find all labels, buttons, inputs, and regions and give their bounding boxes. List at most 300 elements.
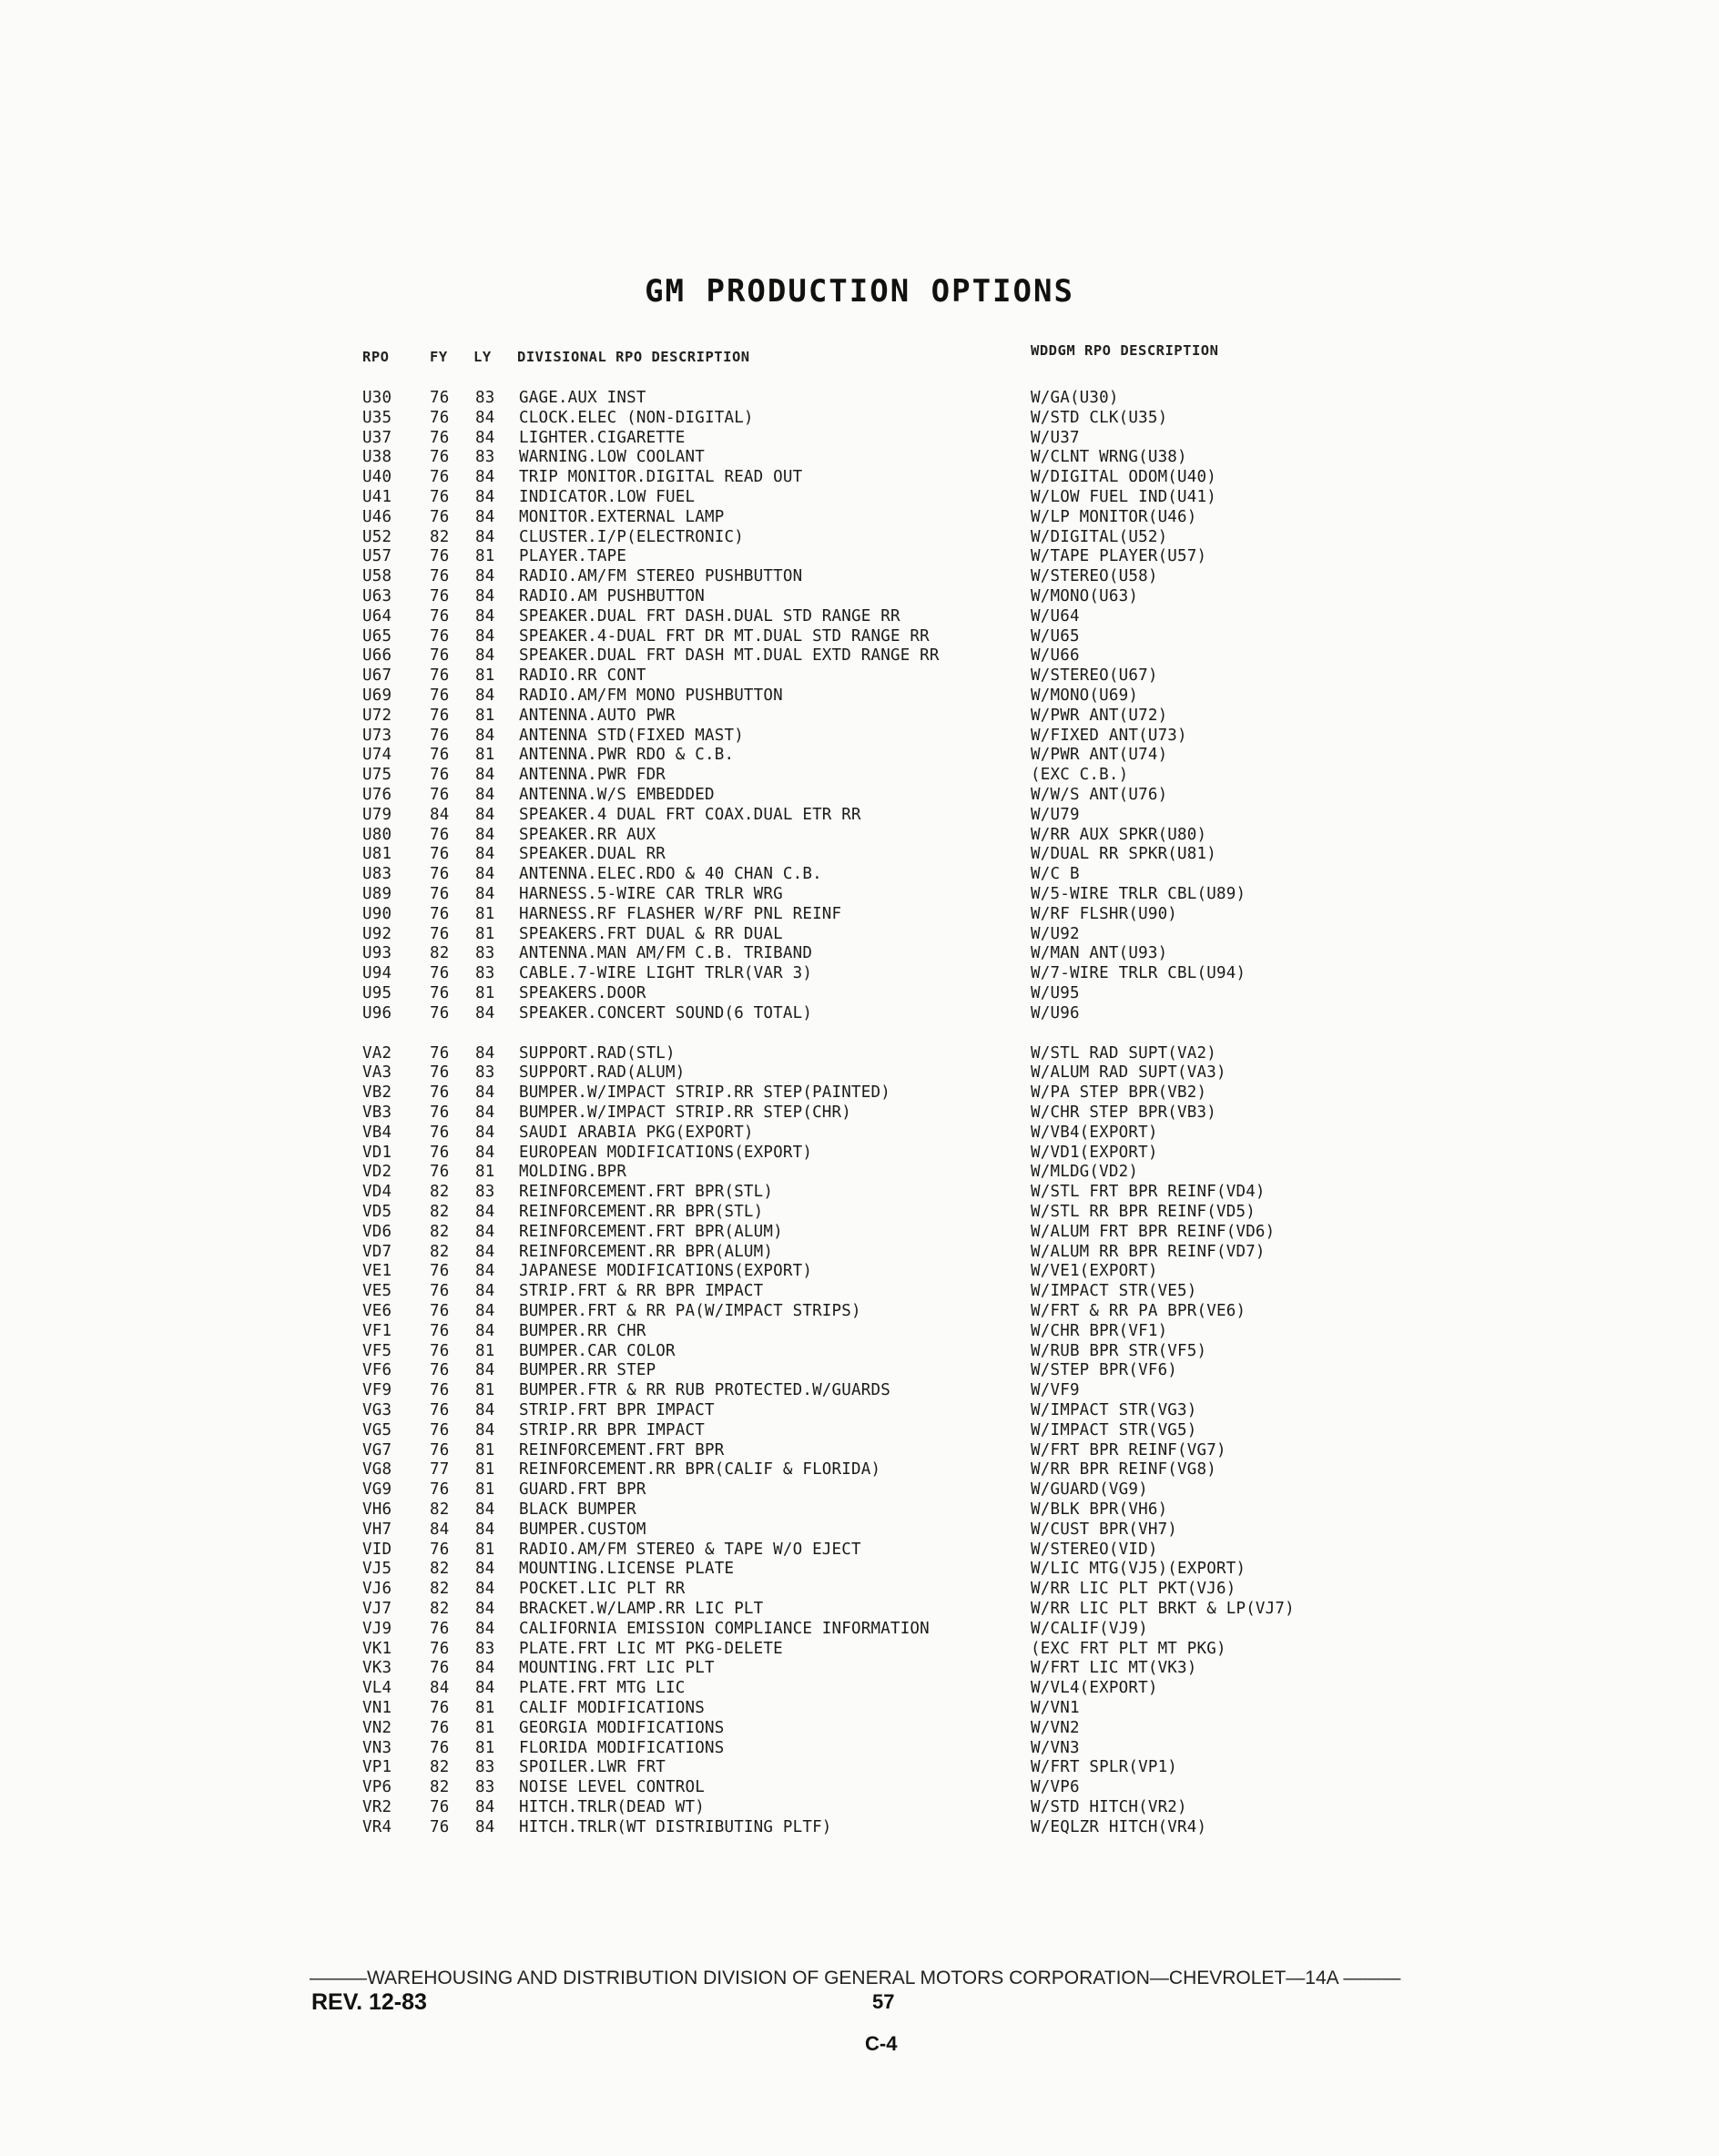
section-number: C-4 <box>865 2032 898 2055</box>
divisional-description: BUMPER.RR CHR <box>519 1321 646 1340</box>
wddgm-description: (EXC C.B.) <box>1031 766 1129 785</box>
wddgm-description: W/STL RAD SUPT(VA2) <box>1031 1043 1216 1063</box>
wddgm-description: W/CLNT WRNG(U38) <box>1031 448 1187 467</box>
table-row <box>0 746 1719 766</box>
rpo-code: VE6 <box>362 1302 392 1320</box>
wddgm-description: W/PWR ANT(U72) <box>1031 706 1168 725</box>
last-year: 84 <box>475 1083 495 1103</box>
first-year: 76 <box>430 786 450 804</box>
rpo-code: VR2 <box>362 1798 392 1816</box>
table-row <box>0 1778 1719 1798</box>
first-year: 82 <box>430 1222 450 1241</box>
last-year: 84 <box>475 408 495 427</box>
first-year: 82 <box>430 1600 450 1618</box>
table-row <box>0 409 1719 429</box>
last-year: 81 <box>475 1480 495 1500</box>
divisional-description: RADIO.RR CONT <box>519 666 646 686</box>
rpo-code: U81 <box>362 845 392 864</box>
first-year: 76 <box>430 646 450 666</box>
rpo-code: VG7 <box>362 1440 392 1459</box>
divisional-description: HITCH.TRLR(WT DISTRIBUTING PLTF) <box>519 1817 832 1836</box>
divisional-description: GAGE.AUX INST <box>519 389 646 407</box>
page-title: GM PRODUCTION OPTIONS <box>645 273 1074 310</box>
wddgm-description: W/CHR STEP BPR(VB3) <box>1031 1103 1216 1122</box>
rpo-code: VH6 <box>362 1500 392 1519</box>
table-row <box>0 488 1719 508</box>
last-year: 81 <box>475 706 495 725</box>
table-row <box>0 1818 1719 1838</box>
first-year: 76 <box>430 1401 450 1419</box>
wddgm-description: W/VP6 <box>1031 1778 1080 1797</box>
last-year: 84 <box>475 1679 495 1698</box>
first-year: 76 <box>430 1619 450 1638</box>
wddgm-description: W/DUAL RR SPKR(U81) <box>1031 845 1216 864</box>
last-year: 81 <box>475 1460 495 1480</box>
last-year: 84 <box>475 1361 495 1380</box>
divisional-description: JAPANESE MODIFICATIONS(EXPORT) <box>519 1262 813 1281</box>
table-row <box>0 1183 1719 1203</box>
wddgm-description: W/ALUM RR BPR REINF(VD7) <box>1031 1242 1266 1261</box>
divisional-description: REINFORCEMENT.RR BPR(CALIF & FLORIDA) <box>519 1460 881 1480</box>
rpo-code: U40 <box>362 468 392 487</box>
last-year: 84 <box>475 1619 495 1638</box>
rpo-code: U96 <box>362 1003 392 1022</box>
table-row <box>0 1203 1719 1223</box>
wddgm-description: W/VB4(EXPORT) <box>1031 1123 1158 1142</box>
divisional-description: SUPPORT.RAD(STL) <box>519 1043 676 1063</box>
first-year: 84 <box>430 1520 450 1539</box>
table-row <box>0 1401 1719 1421</box>
divisional-description: REINFORCEMENT.FRT BPR <box>519 1440 725 1459</box>
table-row <box>0 468 1719 488</box>
last-year: 84 <box>475 885 495 903</box>
divisional-description: BUMPER.FTR & RR RUB PROTECTED.W/GUARDS <box>519 1381 890 1400</box>
first-year: 82 <box>430 1778 450 1797</box>
first-year: 76 <box>430 885 450 903</box>
last-year: 83 <box>475 1063 495 1083</box>
first-year: 76 <box>430 1321 450 1340</box>
rpo-code: VL4 <box>362 1679 392 1698</box>
rpo-code: VID <box>362 1540 392 1559</box>
last-year: 81 <box>475 1718 495 1737</box>
last-year: 81 <box>475 1699 495 1717</box>
first-year: 76 <box>430 1262 450 1281</box>
rpo-code: U92 <box>362 924 392 943</box>
rpo-code: U35 <box>362 408 392 427</box>
first-year: 76 <box>430 1103 450 1122</box>
wddgm-description: W/MLDG(VD2) <box>1031 1163 1139 1182</box>
wddgm-description: W/LOW FUEL IND(U41) <box>1031 488 1216 506</box>
table-row <box>0 1223 1719 1243</box>
rpo-code: VF5 <box>362 1341 392 1360</box>
rpo-code: U37 <box>362 428 392 447</box>
wddgm-description: W/STL RR BPR REINF(VD5) <box>1031 1203 1256 1221</box>
table-row <box>0 627 1719 647</box>
divisional-description: SPEAKER.4 DUAL FRT COAX.DUAL ETR RR <box>519 805 861 824</box>
rpo-code: VD5 <box>362 1203 392 1221</box>
wddgm-description: W/RR LIC PLT BRKT & LP(VJ7) <box>1031 1600 1295 1618</box>
last-year: 81 <box>475 1440 495 1459</box>
divisional-description: GUARD.FRT BPR <box>519 1480 646 1500</box>
last-year: 83 <box>475 1183 495 1202</box>
divisional-description: SPEAKER.DUAL RR <box>519 845 666 864</box>
rpo-code: VB2 <box>362 1083 392 1103</box>
rpo-code: U65 <box>362 626 392 646</box>
table-row <box>0 1163 1719 1183</box>
wddgm-description: W/U95 <box>1031 984 1080 1002</box>
wddgm-description: W/VL4(EXPORT) <box>1031 1679 1158 1698</box>
rpo-code: VJ6 <box>362 1580 392 1599</box>
wddgm-description: W/STD HITCH(VR2) <box>1031 1798 1187 1816</box>
rpo-code: VD7 <box>362 1242 392 1261</box>
first-year: 76 <box>430 448 450 467</box>
wddgm-description: W/DIGITAL(U52) <box>1031 527 1168 546</box>
last-year: 84 <box>475 1262 495 1281</box>
first-year: 76 <box>430 1361 450 1380</box>
table-row <box>0 944 1719 964</box>
table-row <box>0 1640 1719 1660</box>
wddgm-description: W/VD1(EXPORT) <box>1031 1143 1158 1162</box>
last-year: 84 <box>475 766 495 785</box>
rpo-code: VH7 <box>362 1520 392 1539</box>
table-row <box>0 865 1719 885</box>
wddgm-description: W/MAN ANT(U93) <box>1031 944 1168 963</box>
table-row <box>0 567 1719 587</box>
first-year: 76 <box>430 606 450 625</box>
divisional-description: INDICATOR.LOW FUEL <box>519 488 696 506</box>
last-year: 83 <box>475 1778 495 1797</box>
last-year: 84 <box>475 1143 495 1162</box>
table-row <box>0 1063 1719 1083</box>
rpo-code: U90 <box>362 904 392 923</box>
last-year: 81 <box>475 924 495 943</box>
divisional-description: HITCH.TRLR(DEAD WT) <box>519 1798 705 1816</box>
table-row <box>0 1719 1719 1739</box>
first-year: 84 <box>430 1679 450 1698</box>
rpo-code: U46 <box>362 507 392 526</box>
table-row <box>0 429 1719 449</box>
header-ly: LY <box>473 349 492 365</box>
divisional-description: NOISE LEVEL CONTROL <box>519 1778 705 1797</box>
first-year: 76 <box>430 825 450 844</box>
rpo-code: U80 <box>362 825 392 844</box>
last-year: 84 <box>475 1500 495 1519</box>
rpo-code: VA2 <box>362 1043 392 1063</box>
first-year: 76 <box>430 587 450 605</box>
wddgm-description: W/FRT SPLR(VP1) <box>1031 1758 1178 1777</box>
rpo-code: VG8 <box>362 1460 392 1480</box>
table-row <box>0 984 1719 1004</box>
table-row <box>0 1124 1719 1144</box>
page-number: 57 <box>872 1990 895 2013</box>
divisional-description: ANTENNA.ELEC.RDO & 40 CHAN C.B. <box>519 865 822 884</box>
rpo-code: U74 <box>362 746 392 765</box>
header-rpo: RPO <box>362 349 390 365</box>
wddgm-description: W/CHR BPR(VF1) <box>1031 1321 1168 1340</box>
last-year: 84 <box>475 805 495 824</box>
rpo-code: U69 <box>362 686 392 705</box>
first-year: 76 <box>430 1440 450 1459</box>
divisional-description: MOUNTING.FRT LIC PLT <box>519 1659 715 1678</box>
divisional-description: PLAYER.TAPE <box>519 547 627 566</box>
table-row <box>0 1580 1719 1600</box>
first-year: 76 <box>430 726 450 745</box>
first-year: 82 <box>430 944 450 963</box>
table-row <box>0 1758 1719 1778</box>
first-year: 76 <box>430 567 450 586</box>
wddgm-description: W/FRT & RR PA BPR(VE6) <box>1031 1302 1246 1320</box>
last-year: 83 <box>475 448 495 467</box>
first-year: 76 <box>430 865 450 884</box>
wddgm-description: W/FRT LIC MT(VK3) <box>1031 1659 1197 1678</box>
rpo-code: U66 <box>362 646 392 666</box>
rpo-code: VJ7 <box>362 1600 392 1618</box>
table-row <box>0 1322 1719 1342</box>
wddgm-description: W/ALUM FRT BPR REINF(VD6) <box>1031 1222 1276 1241</box>
rpo-code: VB4 <box>362 1123 392 1142</box>
wddgm-description: W/STD CLK(U35) <box>1031 408 1168 427</box>
first-year: 76 <box>430 1163 450 1182</box>
rpo-code: U64 <box>362 606 392 625</box>
first-year: 76 <box>430 1381 450 1400</box>
divisional-description: SPEAKER.DUAL FRT DASH MT.DUAL EXTD RANGE RR <box>519 646 940 666</box>
divisional-description: GEORGIA MODIFICATIONS <box>519 1718 725 1737</box>
first-year: 76 <box>430 408 450 427</box>
first-year: 76 <box>430 984 450 1002</box>
table-row <box>0 1103 1719 1124</box>
wddgm-description: W/GA(U30) <box>1031 389 1119 407</box>
last-year: 84 <box>475 587 495 605</box>
last-year: 83 <box>475 1639 495 1658</box>
wddgm-description: W/U65 <box>1031 626 1080 646</box>
last-year: 84 <box>475 468 495 487</box>
rpo-code: U75 <box>362 766 392 785</box>
wddgm-description: W/CUST BPR(VH7) <box>1031 1520 1178 1539</box>
last-year: 84 <box>475 1817 495 1836</box>
rpo-code: U94 <box>362 964 392 983</box>
first-year: 76 <box>430 666 450 686</box>
table-row <box>0 1600 1719 1620</box>
first-year: 76 <box>430 1063 450 1083</box>
last-year: 84 <box>475 1242 495 1261</box>
wddgm-description: W/VF9 <box>1031 1381 1080 1400</box>
divisional-description: SPEAKER.4-DUAL FRT DR MT.DUAL STD RANGE RR <box>519 626 930 646</box>
first-year: 76 <box>430 746 450 765</box>
wddgm-description: W/VN1 <box>1031 1699 1080 1717</box>
rpo-code: VD2 <box>362 1163 392 1182</box>
last-year: 84 <box>475 428 495 447</box>
last-year: 83 <box>475 389 495 407</box>
table-row <box>0 1243 1719 1263</box>
wddgm-description: W/MONO(U69) <box>1031 686 1139 705</box>
table-row <box>0 885 1719 905</box>
last-year: 84 <box>475 1798 495 1816</box>
divisional-description: BUMPER.CUSTOM <box>519 1520 646 1539</box>
wddgm-description: W/VE1(EXPORT) <box>1031 1262 1158 1281</box>
wddgm-description: W/VN2 <box>1031 1718 1080 1737</box>
table-row <box>0 806 1719 826</box>
revision-label: REV. 12-83 <box>311 1989 427 2015</box>
wddgm-description: W/VN3 <box>1031 1738 1080 1757</box>
wddgm-description: W/GUARD(VG9) <box>1031 1480 1148 1500</box>
first-year: 76 <box>430 428 450 447</box>
first-year: 82 <box>430 1203 450 1221</box>
divisional-description: MOUNTING.LICENSE PLATE <box>519 1560 735 1579</box>
rpo-code: U83 <box>362 865 392 884</box>
rpo-code: U52 <box>362 527 392 546</box>
rpo-code: VP6 <box>362 1778 392 1797</box>
table-row <box>0 1441 1719 1461</box>
wddgm-description: W/U96 <box>1031 1003 1080 1022</box>
wddgm-description: W/STEREO(VID) <box>1031 1540 1158 1559</box>
rpo-code: VJ9 <box>362 1619 392 1638</box>
table-row <box>0 1361 1719 1381</box>
table-row <box>0 587 1719 607</box>
rpo-code: VG5 <box>362 1420 392 1439</box>
table-row <box>0 826 1719 846</box>
last-year: 81 <box>475 1738 495 1757</box>
divisional-description: REINFORCEMENT.RR BPR(STL) <box>519 1203 764 1221</box>
wddgm-description: W/RR LIC PLT PKT(VJ6) <box>1031 1580 1236 1599</box>
last-year: 84 <box>475 1003 495 1022</box>
first-year: 76 <box>430 766 450 785</box>
first-year: 82 <box>430 1758 450 1777</box>
last-year: 84 <box>475 1043 495 1063</box>
last-year: 84 <box>475 845 495 864</box>
table-row <box>0 845 1719 865</box>
first-year: 76 <box>430 547 450 566</box>
table-row <box>0 1381 1719 1401</box>
rpo-code: U63 <box>362 587 392 605</box>
wddgm-description: W/CALIF(VJ9) <box>1031 1619 1148 1638</box>
first-year: 76 <box>430 1718 450 1737</box>
last-year: 81 <box>475 984 495 1002</box>
rpo-code: VG9 <box>362 1480 392 1500</box>
last-year: 81 <box>475 904 495 923</box>
divisional-description: REINFORCEMENT.FRT BPR(ALUM) <box>519 1222 783 1241</box>
wddgm-description: W/IMPACT STR(VG5) <box>1031 1420 1197 1439</box>
divisional-description: ANTENNA.MAN AM/FM C.B. TRIBAND <box>519 944 813 963</box>
divisional-description: ANTENNA.PWR FDR <box>519 766 666 785</box>
table-row <box>0 1282 1719 1302</box>
wddgm-description: W/STL FRT BPR REINF(VD4) <box>1031 1183 1266 1202</box>
wddgm-description: W/RR AUX SPKR(U80) <box>1031 825 1207 844</box>
wddgm-description: W/PWR ANT(U74) <box>1031 746 1168 765</box>
first-year: 76 <box>430 1480 450 1500</box>
last-year: 84 <box>475 686 495 705</box>
rpo-code: VG3 <box>362 1401 392 1419</box>
table-row <box>0 766 1719 786</box>
table-row <box>0 1739 1719 1759</box>
rpo-code: VA3 <box>362 1063 392 1083</box>
divisional-description: SPEAKER.RR AUX <box>519 825 656 844</box>
table-row <box>0 607 1719 627</box>
divisional-description: CLOCK.ELEC (NON-DIGITAL) <box>519 408 754 427</box>
divisional-description: ANTENNA.AUTO PWR <box>519 706 676 725</box>
first-year: 82 <box>430 527 450 546</box>
divisional-description: SPOILER.LWR FRT <box>519 1758 666 1777</box>
table-row <box>0 686 1719 707</box>
rpo-code: U95 <box>362 984 392 1002</box>
first-year: 76 <box>430 686 450 705</box>
divisional-description: ANTENNA.W/S EMBEDDED <box>519 786 715 804</box>
divisional-description: BUMPER.FRT & RR PA(W/IMPACT STRIPS) <box>519 1302 861 1320</box>
rpo-code: U76 <box>362 786 392 804</box>
divisional-description: MOLDING.BPR <box>519 1163 627 1182</box>
table-row <box>0 1699 1719 1719</box>
table-row <box>0 964 1719 984</box>
first-year: 82 <box>430 1242 450 1261</box>
divisional-description: BLACK BUMPER <box>519 1500 636 1519</box>
divisional-description: HARNESS.5-WIRE CAR TRLR WRG <box>519 885 783 903</box>
rpo-code: VK1 <box>362 1639 392 1658</box>
divisional-description: CABLE.7-WIRE LIGHT TRLR(VAR 3) <box>519 964 813 983</box>
header-fy: FY <box>430 349 448 365</box>
rpo-code: VF1 <box>362 1321 392 1340</box>
first-year: 76 <box>430 1123 450 1142</box>
divisional-description: BUMPER.RR STEP <box>519 1361 656 1380</box>
divisional-description: POCKET.LIC PLT RR <box>519 1580 686 1599</box>
first-year: 76 <box>430 924 450 943</box>
first-year: 77 <box>430 1460 450 1480</box>
table-row <box>0 1460 1719 1480</box>
first-year: 76 <box>430 706 450 725</box>
divisional-description: WARNING.LOW COOLANT <box>519 448 705 467</box>
table-row <box>0 666 1719 686</box>
table-row <box>0 1083 1719 1103</box>
wddgm-description: W/U64 <box>1031 606 1080 625</box>
table-row <box>0 707 1719 727</box>
divisional-description: PLATE.FRT MTG LIC <box>519 1679 686 1698</box>
divisional-description: SPEAKER.CONCERT SOUND(6 TOTAL) <box>519 1003 813 1022</box>
first-year: 76 <box>430 1798 450 1816</box>
first-year: 84 <box>430 805 450 824</box>
first-year: 76 <box>430 389 450 407</box>
divisional-description: REINFORCEMENT.RR BPR(ALUM) <box>519 1242 774 1261</box>
table-row <box>0 1541 1719 1561</box>
divisional-description: SPEAKERS.DOOR <box>519 984 646 1002</box>
first-year: 76 <box>430 626 450 646</box>
divisional-description: SUPPORT.RAD(ALUM) <box>519 1063 686 1083</box>
table-row <box>0 1798 1719 1818</box>
footer-division-line: ———WAREHOUSING AND DISTRIBUTION DIVISION OF GENERAL MOTORS CORPORATION—CHEVROLET—14A ——— <box>310 1968 1401 1988</box>
first-year: 76 <box>430 1639 450 1658</box>
table-row <box>0 547 1719 567</box>
first-year: 82 <box>430 1500 450 1519</box>
divisional-description: HARNESS.RF FLASHER W/RF PNL REINF <box>519 904 842 923</box>
divisional-description: SPEAKER.DUAL FRT DASH.DUAL STD RANGE RR <box>519 606 900 625</box>
table-row <box>0 1044 1719 1064</box>
last-year: 84 <box>475 1420 495 1439</box>
wddgm-description: W/STEREO(U58) <box>1031 567 1158 586</box>
wddgm-description: W/EQLZR HITCH(VR4) <box>1031 1817 1207 1836</box>
rpo-code: U57 <box>362 547 392 566</box>
first-year: 76 <box>430 1699 450 1717</box>
divisional-description: PLATE.FRT LIC MT PKG-DELETE <box>519 1639 783 1658</box>
rpo-code: VJ5 <box>362 1560 392 1579</box>
wddgm-description: W/U37 <box>1031 428 1080 447</box>
table-row <box>0 1144 1719 1164</box>
last-year: 84 <box>475 865 495 884</box>
table-row <box>0 1262 1719 1282</box>
first-year: 76 <box>430 1659 450 1678</box>
wddgm-description: W/IMPACT STR(VE5) <box>1031 1282 1197 1301</box>
last-year: 84 <box>475 527 495 546</box>
last-year: 84 <box>475 1302 495 1320</box>
divisional-description: SAUDI ARABIA PKG(EXPORT) <box>519 1123 754 1142</box>
table-row <box>0 1620 1719 1640</box>
divisional-description: TRIP MONITOR.DIGITAL READ OUT <box>519 468 803 487</box>
